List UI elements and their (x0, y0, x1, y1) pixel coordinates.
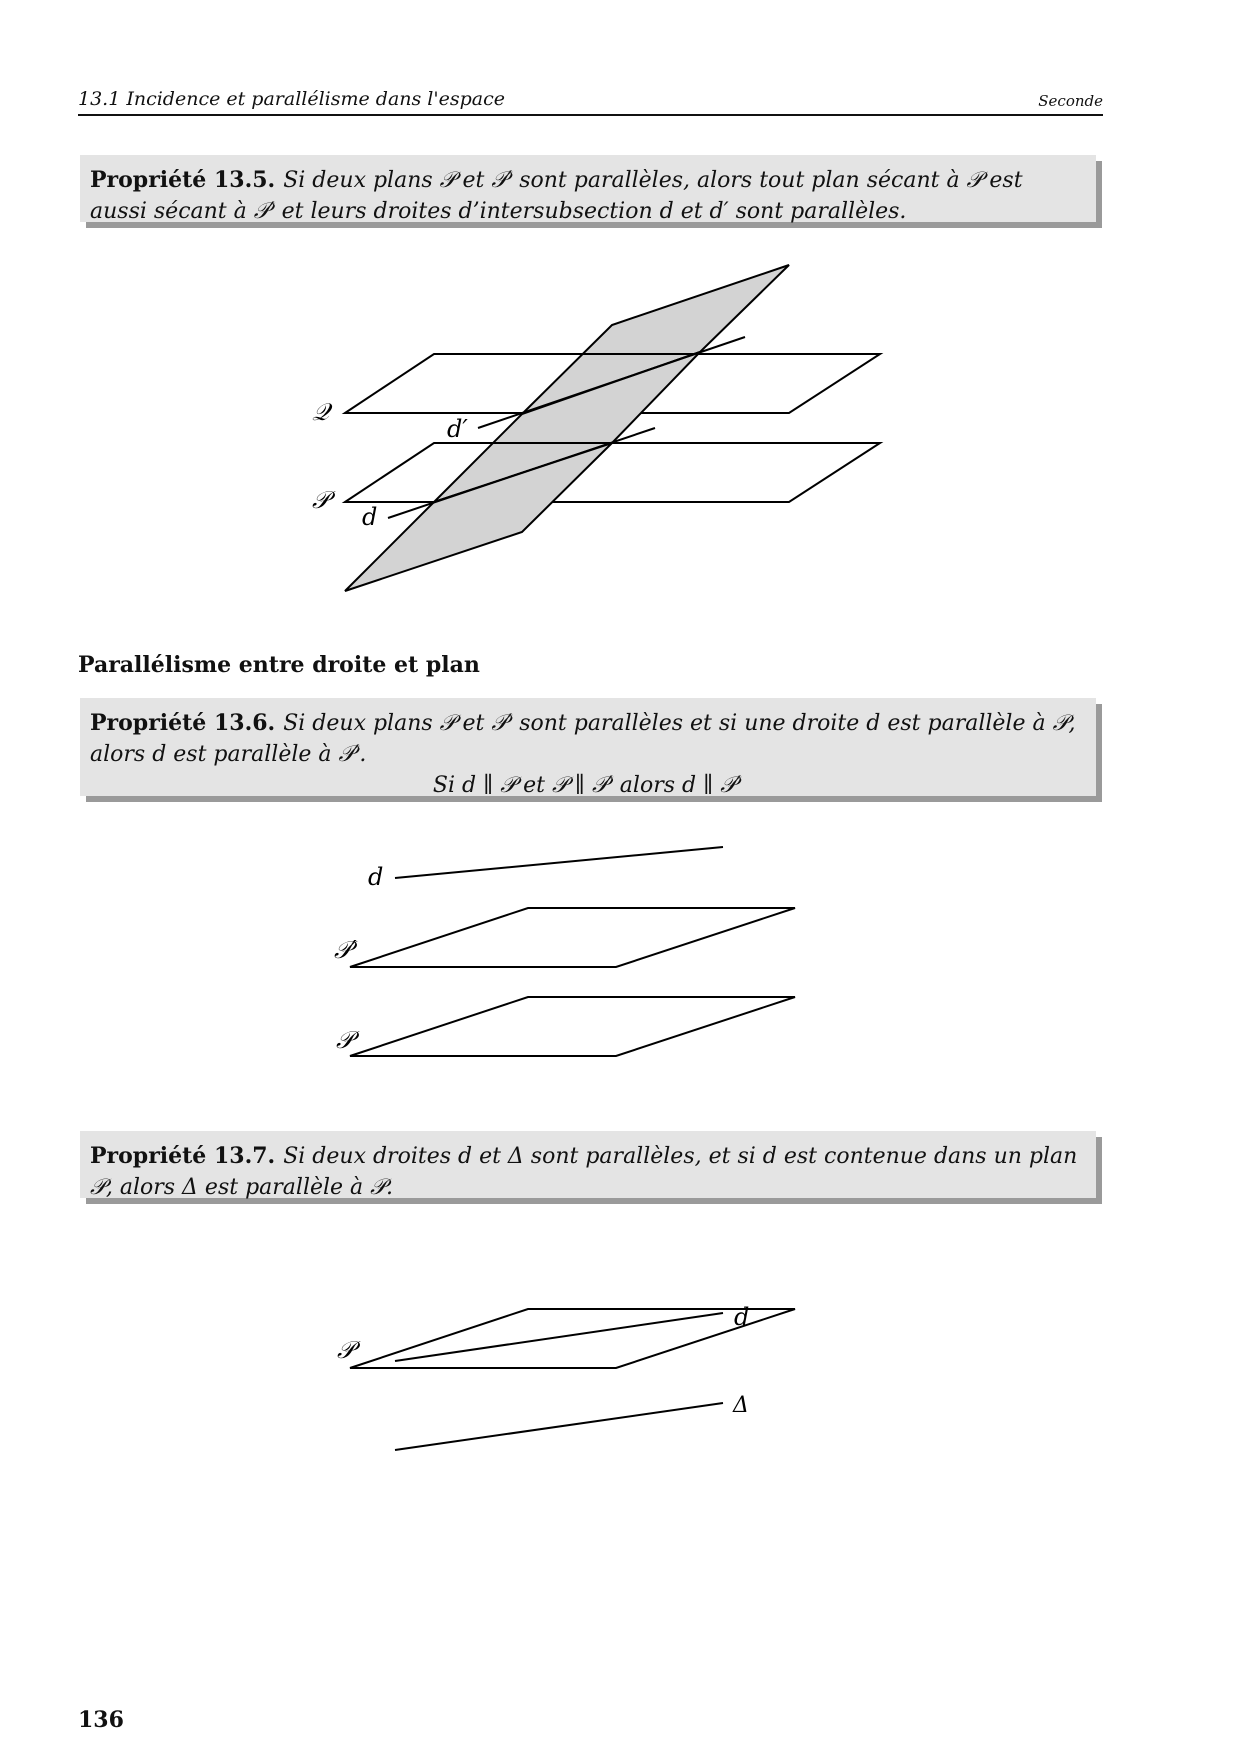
plane-P (350, 1309, 795, 1368)
label-delta: Δ (733, 1393, 749, 1418)
plane-P-prime (350, 908, 795, 967)
property-13-7-statement: Si deux droites d et Δ sont parallèles, et si d est contenue dans un plan 𝒫, alors Δ est parallèle à 𝒫. (90, 1144, 1078, 1200)
property-13-5-statement: Si deux plans 𝒫 et 𝒫′ sont parallèles, alors tout plan sécant à 𝒫 est aussi sécant à 𝒫′ et leurs droites d’intersubsection d et d′ sont parallèles. (90, 168, 1023, 224)
line-d (395, 847, 723, 878)
line-delta (395, 1403, 723, 1450)
section-heading: Parallélisme entre droite et plan (78, 652, 480, 678)
label-plane-P: 𝒫 (336, 1026, 354, 1054)
label-plane-Q: 𝒬 (312, 398, 330, 426)
label-plane-P-prime: 𝒫′ (334, 936, 357, 964)
figure-line-parallel-planes (0, 830, 1240, 1070)
property-13-6-statement: Si deux plans 𝒫 et 𝒫′ sont parallèles et si une droite d est parallèle à 𝒫, alors d est parallèle à 𝒫′. (90, 711, 1076, 767)
header-section-title: 13.1 Incidence et parallélisme dans l'espace (78, 88, 505, 110)
label-d: d (368, 863, 384, 891)
property-13-6-formula: Si d ∥ 𝒫 et 𝒫 ∥ 𝒫′ alors d ∥ 𝒫′ (432, 773, 742, 798)
header-level: Seconde (1038, 92, 1103, 110)
page-number: 136 (78, 1707, 124, 1733)
label-d: d (734, 1303, 750, 1331)
figure-line-in-plane (0, 1290, 1240, 1470)
property-13-6-box (80, 698, 1096, 796)
figure-parallel-planes-secant (0, 0, 1240, 620)
label-plane-P: 𝒫 (312, 486, 330, 514)
plane-P (350, 997, 795, 1056)
plane-P (345, 443, 880, 502)
label-d-prime: d′ (447, 415, 468, 443)
property-13-5-label: Propriété 13.5. (90, 167, 276, 193)
property-13-7-box (80, 1131, 1096, 1198)
property-13-6-label: Propriété 13.6. (90, 710, 276, 736)
label-plane-P: 𝒫 (337, 1336, 355, 1364)
property-13-7-label: Propriété 13.7. (90, 1143, 276, 1169)
label-d: d (362, 503, 378, 531)
